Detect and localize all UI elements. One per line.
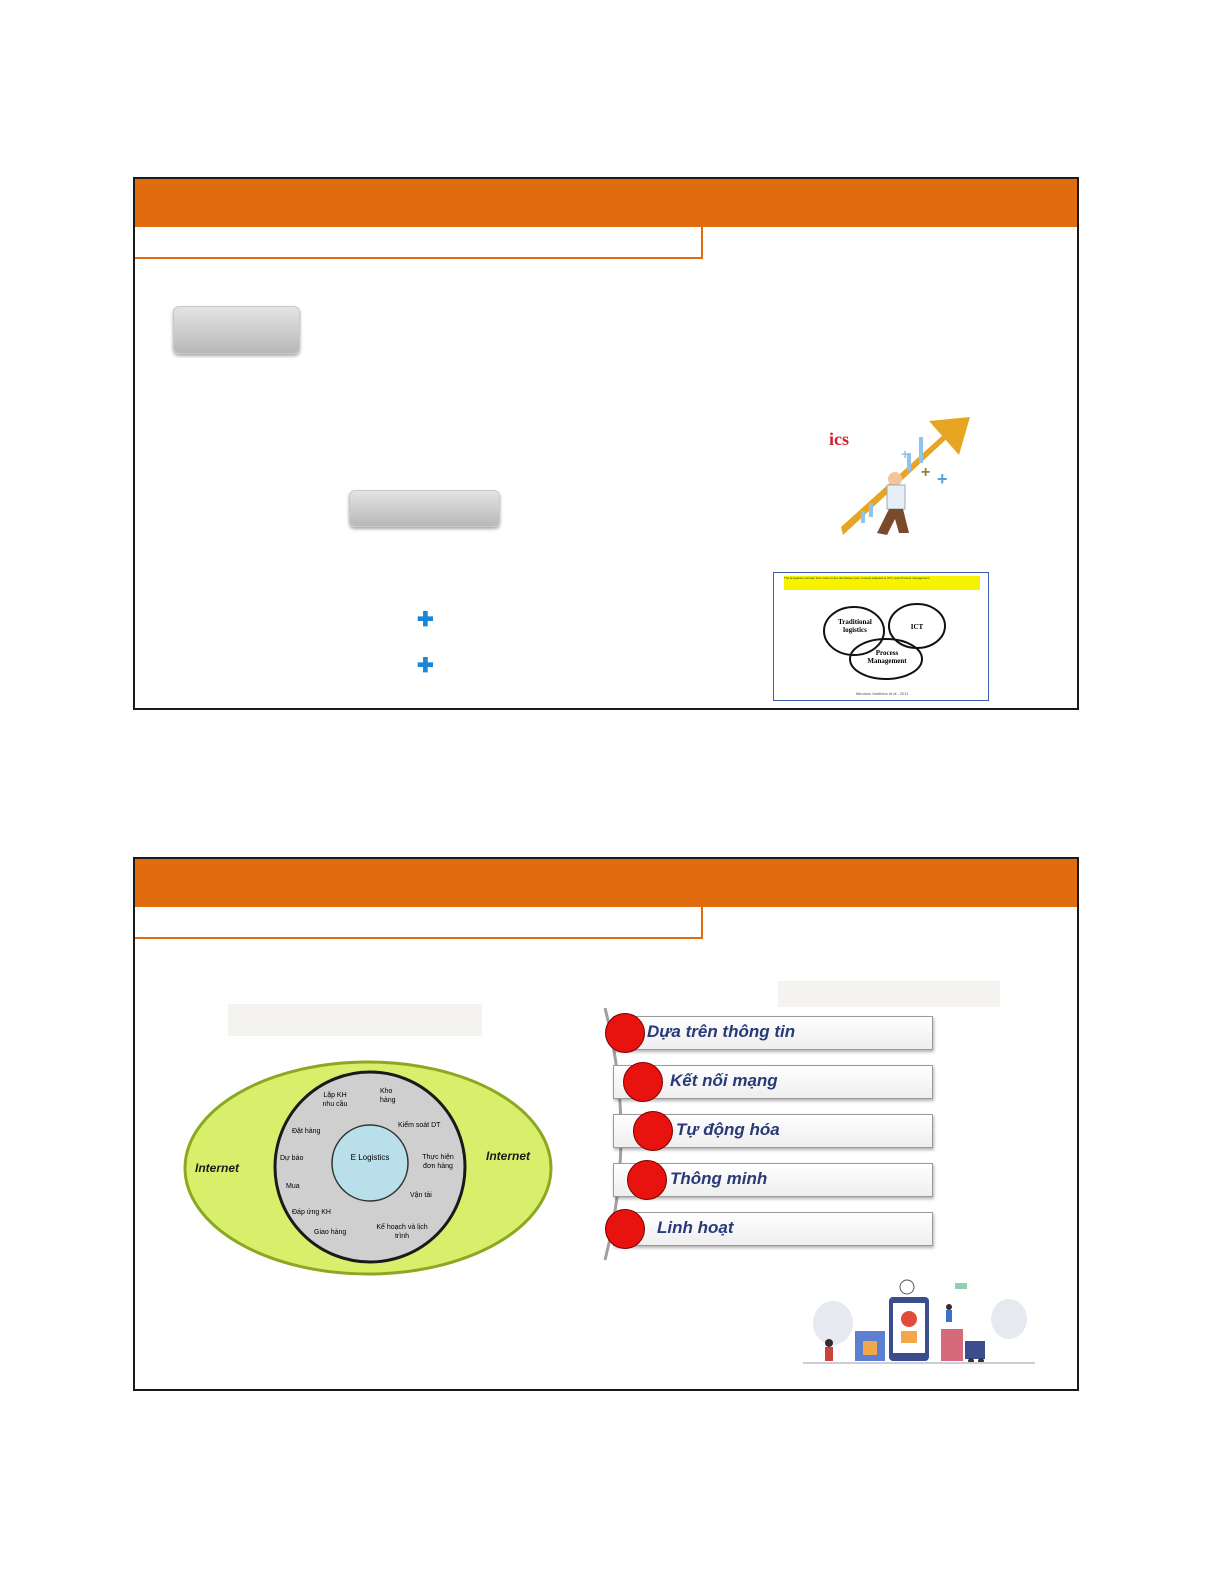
ring-item: Đáp ứng KH — [292, 1209, 331, 1216]
slide-1-header-bar — [135, 179, 1077, 227]
ring-item: Thực hiện đơn hàng — [422, 1154, 454, 1170]
ring-item: Đặt hàng — [292, 1128, 321, 1135]
feature-label: Linh hoạt — [657, 1218, 734, 1237]
plus-icon: ✚ — [417, 609, 434, 631]
ring-item: Kế hoạch và lịch trình — [376, 1224, 428, 1240]
growth-arrow-illustration — [825, 415, 975, 545]
slide-1-subtitle-bar — [135, 227, 703, 259]
diagram-caption: The E-logistics concept from view on the disciplines (own concept adapted to ICT) note Process management — [784, 576, 980, 590]
slide-1 — [133, 177, 1079, 710]
e-logistics-ellipse-diagram — [180, 1059, 558, 1279]
diagram-source: Nikolaos Vasileios et al., 2011 — [855, 691, 909, 696]
slide-1-subtopic-button[interactable] — [349, 490, 500, 527]
feature-label: Kết nối mạng — [670, 1071, 778, 1090]
ring-item: Kiểm soát DT — [398, 1122, 441, 1129]
slide-2 — [133, 857, 1079, 1391]
left-section-label — [228, 1004, 482, 1036]
slide-1-topic-button[interactable] — [173, 306, 300, 354]
slide-2-subtitle-bar — [135, 907, 703, 939]
feature-label: Thông minh — [670, 1169, 768, 1188]
ring-item: Dự báo — [280, 1155, 304, 1162]
red-bullet-icon — [623, 1062, 663, 1102]
ring-item: Mua — [286, 1183, 300, 1190]
ring-item: Lập KH nhu cầu — [322, 1092, 348, 1108]
feature-label: Tự động hóa — [676, 1120, 780, 1139]
logistics-illustration-icon — [803, 1279, 1035, 1367]
ring-item: Vận tải — [410, 1192, 432, 1199]
svg-text:+: + — [921, 464, 931, 481]
right-section-label — [778, 981, 1000, 1007]
red-bullet-icon — [627, 1160, 667, 1200]
svg-text:+: + — [901, 446, 910, 462]
ring-item: Kho hàng — [380, 1088, 396, 1104]
outer-label-right: Internet — [486, 1149, 531, 1163]
svg-text:+: + — [937, 469, 948, 489]
ring-item: Giao hàng — [314, 1229, 347, 1236]
mobile-logistics-illustration — [803, 1279, 1035, 1367]
e-logistics-concept-diagram — [773, 572, 989, 701]
plus-icon: ✚ — [417, 655, 434, 677]
slide-2-header-bar — [135, 859, 1077, 907]
venn-circle-label: ICT — [910, 623, 924, 631]
feature-label: Dựa trên thông tin — [647, 1022, 796, 1041]
outer-label-left: Internet — [195, 1161, 240, 1175]
image-fragment-text: ics — [829, 429, 849, 449]
center-label: E Logistics — [350, 1153, 390, 1162]
venn-circle-label: Process Management — [867, 649, 907, 665]
venn-diagram — [774, 573, 990, 702]
red-bullet-icon — [605, 1209, 645, 1249]
venn-circle-label: Traditional logistics — [838, 618, 872, 634]
red-bullet-icon — [633, 1111, 673, 1151]
red-bullet-icon — [605, 1013, 645, 1053]
